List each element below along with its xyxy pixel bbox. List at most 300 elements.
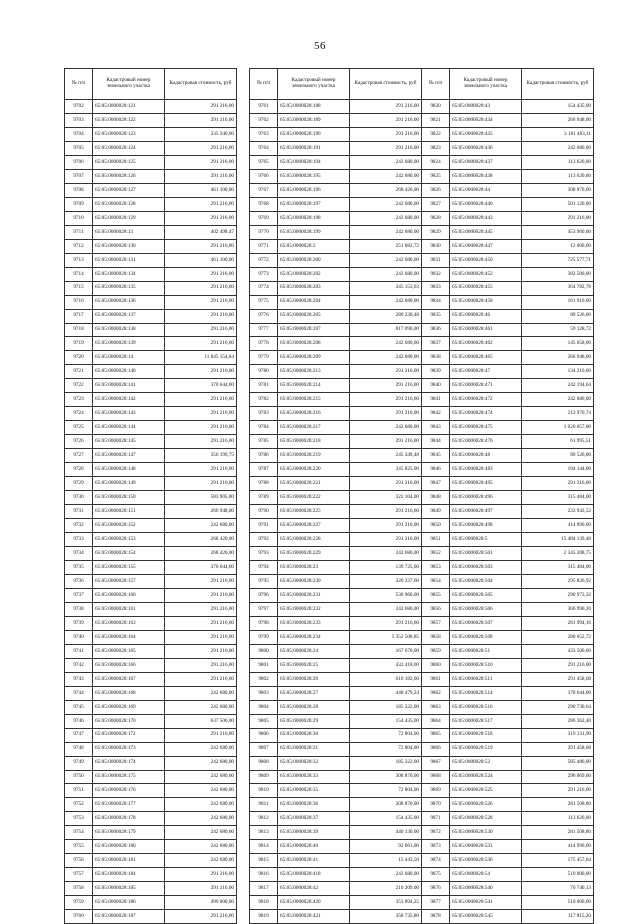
table-row — [422, 127, 594, 141]
row-number: 9773 — [250, 267, 278, 281]
table-row — [65, 533, 237, 547]
table-row — [65, 840, 237, 854]
cadastral-value: 242 680,00 — [350, 155, 422, 169]
cadastral-value: 291 216,00 — [165, 644, 237, 658]
row-number: 9726 — [65, 435, 93, 449]
cadastral-value: 291 216,00 — [165, 337, 237, 351]
cadastral-number: 65:05:0000028:440 — [450, 197, 522, 211]
cadastral-value: 242 680,00 — [165, 840, 237, 854]
row-number: 9798 — [250, 616, 278, 630]
table-row — [422, 714, 594, 728]
cadastral-value: 139 725,00 — [350, 560, 422, 574]
cadastral-value: 291 216,00 — [165, 407, 237, 421]
cadastral-number: 65:05:0000028:530 — [450, 826, 522, 840]
cadastral-value: 510 000,00 — [522, 868, 594, 882]
cadastral-value: 291 216,00 — [350, 379, 422, 393]
table-row — [422, 295, 594, 309]
cadastral-number: 65:05:0000028:511 — [450, 672, 522, 686]
table-block-1 — [64, 68, 237, 924]
row-number: 9818 — [250, 896, 278, 910]
cadastral-number: 65:05:0000028:506 — [450, 602, 522, 616]
table-header-row — [65, 69, 237, 100]
cadastral-number: 65:05:0000028:418 — [278, 868, 350, 882]
table-row — [422, 183, 594, 197]
row-number: 9861 — [422, 672, 450, 686]
cadastral-number: 65:05:0000028:214 — [278, 379, 350, 393]
row-number: 9730 — [65, 491, 93, 505]
cadastral-value: 15 484 139,48 — [522, 533, 594, 547]
table-row — [422, 728, 594, 742]
cadastral-value: 291 216,00 — [165, 197, 237, 211]
cadastral-number: 65:05:0000028:517 — [450, 714, 522, 728]
table-row — [250, 127, 422, 141]
table-row — [65, 421, 237, 435]
table-row — [250, 826, 422, 840]
table-row — [65, 770, 237, 784]
table-row — [422, 323, 594, 337]
table-row — [65, 686, 237, 700]
row-number: 9829 — [422, 225, 450, 239]
cadastral-value: 291 216,00 — [350, 519, 422, 533]
table-row — [65, 728, 237, 742]
cadastral-value: 154 435,00 — [350, 714, 422, 728]
cadastral-number: 65:05:0000028:525 — [450, 784, 522, 798]
table-row — [422, 100, 594, 114]
table-row — [422, 477, 594, 491]
cadastral-number: 65:05:0000028:170 — [93, 714, 165, 728]
row-number: 9743 — [65, 672, 93, 686]
table-row — [422, 770, 594, 784]
cadastral-value: 15 443,50 — [350, 854, 422, 868]
cadastral-value: 59 128,72 — [522, 323, 594, 337]
table-row — [65, 896, 237, 910]
row-number: 9722 — [65, 379, 93, 393]
table-row — [422, 407, 594, 421]
cadastral-number: 65:05:0000028:199 — [278, 225, 350, 239]
row-number: 9783 — [250, 407, 278, 421]
row-number: 9742 — [65, 658, 93, 672]
cadastral-value: 291 458,68 — [522, 742, 594, 756]
table-row — [422, 351, 594, 365]
row-number: 9805 — [250, 714, 278, 728]
cadastral-value: 291 216,00 — [165, 113, 237, 127]
row-number: 9855 — [422, 588, 450, 602]
table-row — [250, 533, 422, 547]
cadastral-value: 291 216,00 — [165, 435, 237, 449]
table-row — [65, 616, 237, 630]
table-row — [250, 393, 422, 407]
table-row — [422, 505, 594, 519]
table-row — [65, 239, 237, 253]
table-row — [422, 533, 594, 547]
row-number: 9724 — [65, 407, 93, 421]
cadastral-value: 291 216,00 — [165, 463, 237, 477]
table-row — [65, 351, 237, 365]
cadastral-number: 65:05:0000028:230 — [278, 574, 350, 588]
cadastral-value: 72 804,00 — [350, 742, 422, 756]
cadastral-value: 315 484,00 — [522, 491, 594, 505]
cadastral-value: 291 216,00 — [350, 505, 422, 519]
header-cadastral-number: Кадастровый номер земельного участка — [278, 69, 350, 100]
cadastral-value: 335 340,00 — [165, 127, 237, 141]
cadastral-number: 65:05:0000028:167 — [93, 672, 165, 686]
cadastral-value: 167 670,00 — [350, 644, 422, 658]
cadastral-value: 113 620,00 — [522, 169, 594, 183]
table-row — [65, 812, 237, 826]
cadastral-number: 65:05:0000028:204 — [278, 295, 350, 309]
cadastral-number: 65:05:0000028:474 — [450, 407, 522, 421]
cadastral-value: 154 435,00 — [350, 812, 422, 826]
cadastral-number: 65:05:0000028:128 — [93, 197, 165, 211]
row-number: 9739 — [65, 616, 93, 630]
cadastral-number: 65:05:0000028:25 — [278, 658, 350, 672]
table-row — [250, 477, 422, 491]
table-row — [250, 463, 422, 477]
row-number: 9801 — [250, 658, 278, 672]
row-number: 9811 — [250, 798, 278, 812]
cadastral-number: 65:05:0000028:519 — [450, 742, 522, 756]
table-row — [422, 560, 594, 574]
row-number: 9753 — [65, 812, 93, 826]
row-number: 9816 — [250, 868, 278, 882]
cadastral-value: 175 457,64 — [522, 854, 594, 868]
row-number: 9833 — [422, 281, 450, 295]
row-number: 9717 — [65, 309, 93, 323]
cadastral-value: 291 216,00 — [165, 868, 237, 882]
cadastral-value: 70 740,13 — [522, 882, 594, 896]
table-row — [422, 616, 594, 630]
row-number: 9733 — [65, 533, 93, 547]
cadastral-value: 281 994,16 — [522, 616, 594, 630]
cadastral-value: 145 658,00 — [522, 337, 594, 351]
cadastral-number: 65:05:0000028:447 — [450, 239, 522, 253]
cadastral-number: 65:05:0000028:176 — [93, 784, 165, 798]
cadastral-number: 65:05:0000028:195 — [278, 169, 350, 183]
cadastral-number: 65:05:0000028:54 — [450, 868, 522, 882]
row-number: 9823 — [422, 141, 450, 155]
cadastral-value: 308 870,00 — [350, 770, 422, 784]
cadastral-number: 65:05:0000028:184 — [93, 868, 165, 882]
cadastral-number: 65:05:0000028:514 — [450, 686, 522, 700]
cadastral-value: 291 216,00 — [522, 211, 594, 225]
cadastral-number: 65:05:0000028:29 — [278, 714, 350, 728]
cadastral-value: 242 680,00 — [350, 211, 422, 225]
cadastral-number: 65:05:0000028:26 — [278, 672, 350, 686]
cadastral-value: 72 804,00 — [350, 784, 422, 798]
table-row — [65, 127, 237, 141]
cadastral-number: 65:05:0000028:200 — [278, 253, 350, 267]
table-row — [65, 449, 237, 463]
row-number: 9764 — [250, 141, 278, 155]
table-row — [65, 630, 237, 644]
cadastral-value: 291 216,00 — [165, 910, 237, 924]
cadastral-number: 65:05:0000028:51 — [450, 644, 522, 658]
cadastral-value: 185 322,00 — [350, 700, 422, 714]
table-row — [250, 491, 422, 505]
cadastral-number: 65:05:0000028:508 — [450, 630, 522, 644]
cadastral-value: 242 680,00 — [350, 337, 422, 351]
row-number: 9769 — [250, 211, 278, 225]
cadastral-number: 65:05:0000028:186 — [93, 896, 165, 910]
row-number: 9751 — [65, 784, 93, 798]
cadastral-number: 65:05:0000028:437 — [450, 155, 522, 169]
cadastral-value: 194 144,00 — [522, 463, 594, 477]
table-block-3 — [421, 68, 594, 924]
cadastral-value: 291 216,00 — [350, 477, 422, 491]
row-number: 9874 — [422, 854, 450, 868]
cadastral-value: 242 680,00 — [350, 547, 422, 561]
row-number: 9784 — [250, 421, 278, 435]
table-row — [422, 463, 594, 477]
row-number: 9791 — [250, 519, 278, 533]
cadastral-value: 353 894,25 — [350, 896, 422, 910]
table-row — [250, 337, 422, 351]
cadastral-number: 65:05:0000028:168 — [93, 686, 165, 700]
table-row — [250, 798, 422, 812]
row-number: 9853 — [422, 560, 450, 574]
cadastral-value: 213 970,74 — [522, 407, 594, 421]
row-number: 9735 — [65, 560, 93, 574]
cadastral-value: 358 735,80 — [350, 910, 422, 924]
cadastral-value: 291 216,00 — [522, 658, 594, 672]
cadastral-number: 65:05:0000028:507 — [450, 616, 522, 630]
cadastral-number: 65:05:0000028:450 — [450, 253, 522, 267]
row-number: 9839 — [422, 365, 450, 379]
table-row — [65, 295, 237, 309]
row-number: 9787 — [250, 463, 278, 477]
cadastral-number: 65:05:0000028:452 — [450, 267, 522, 281]
table-row — [65, 644, 237, 658]
cadastral-number: 65:05:0000028:505 — [450, 588, 522, 602]
cadastral-number: 65:05:0000028:28 — [278, 700, 350, 714]
cadastral-number: 65:05:0000028:504 — [450, 574, 522, 588]
cadastral-number: 65:05:0000028:501 — [450, 547, 522, 561]
row-number: 9794 — [250, 560, 278, 574]
row-number: 9857 — [422, 616, 450, 630]
cadastral-value: 291 216,00 — [165, 672, 237, 686]
cadastral-number: 65:05:0000028:36 — [278, 798, 350, 812]
row-number: 9789 — [250, 491, 278, 505]
row-number: 9815 — [250, 854, 278, 868]
cadastral-number: 65:05:0000028:232 — [278, 602, 350, 616]
row-number: 9831 — [422, 253, 450, 267]
table-row — [65, 100, 237, 114]
header-cadastral-value: Кадастровая стоимость, руб — [350, 69, 422, 100]
row-number: 9848 — [422, 491, 450, 505]
table-row — [65, 281, 237, 295]
cadastral-number: 65:05:0000028:185 — [93, 882, 165, 896]
cadastral-value: 242 680,00 — [165, 742, 237, 756]
cadastral-value: 242 680,00 — [522, 141, 594, 155]
row-number: 9797 — [250, 602, 278, 616]
table-row — [422, 882, 594, 896]
table-row — [422, 365, 594, 379]
table-row — [422, 225, 594, 239]
row-number: 9705 — [65, 141, 93, 155]
row-number: 9806 — [250, 728, 278, 742]
cadastral-value: 725 577,71 — [522, 253, 594, 267]
cadastral-value: 291 216,00 — [350, 127, 422, 141]
table-row — [250, 225, 422, 239]
table-row — [250, 616, 422, 630]
table-row — [65, 407, 237, 421]
row-number: 9808 — [250, 756, 278, 770]
table-row — [422, 211, 594, 225]
cadastral-value: 585 480,00 — [522, 756, 594, 770]
cadastral-value: 11 845 154,04 — [165, 351, 237, 365]
cadastral-number: 65:05:0000028:166 — [93, 658, 165, 672]
cadastral-value: 440 130,00 — [350, 826, 422, 840]
cadastral-number: 65:05:0000028:124 — [93, 141, 165, 155]
cadastral-value: 281 508,80 — [522, 826, 594, 840]
table-row — [250, 910, 422, 924]
row-number: 9800 — [250, 644, 278, 658]
table-row — [65, 253, 237, 267]
table-row — [65, 519, 237, 533]
table-row — [422, 812, 594, 826]
cadastral-value: 616 182,00 — [350, 672, 422, 686]
table-row — [422, 602, 594, 616]
header-number: № п/п — [65, 69, 93, 100]
cadastral-number: 65:05:0000028:203 — [278, 281, 350, 295]
table-row — [250, 407, 422, 421]
table-row — [422, 281, 594, 295]
cadastral-number: 65:05:0000028:528 — [450, 812, 522, 826]
cadastral-number: 65:05:0000028:216 — [278, 407, 350, 421]
table-row — [65, 323, 237, 337]
row-number: 9796 — [250, 588, 278, 602]
table-row — [250, 812, 422, 826]
cadastral-value: 291 216,00 — [350, 435, 422, 449]
row-number: 9720 — [65, 351, 93, 365]
cadastral-value: 291 216,00 — [165, 323, 237, 337]
row-number: 9792 — [250, 533, 278, 547]
header-cadastral-number: Кадастровый номер земельного участка — [450, 69, 522, 100]
row-number: 9755 — [65, 840, 93, 854]
table-row — [250, 728, 422, 742]
cadastral-value: 134 210,00 — [522, 365, 594, 379]
cadastral-number: 65:05:0000028:421 — [278, 910, 350, 924]
cadastral-value: 268 420,00 — [165, 547, 237, 561]
table-row — [422, 840, 594, 854]
row-number: 9711 — [65, 225, 93, 239]
cadastral-number: 65:05:0000028:475 — [450, 421, 522, 435]
table-row — [422, 519, 594, 533]
cadastral-value: 291 216,00 — [350, 393, 422, 407]
row-number: 9843 — [422, 421, 450, 435]
row-number: 9832 — [422, 267, 450, 281]
table-row — [250, 113, 422, 127]
row-number: 9756 — [65, 854, 93, 868]
cadastral-number: 65:05:0000028:498 — [450, 519, 522, 533]
cadastral-value: 154 435,00 — [522, 100, 594, 114]
cadastral-number: 65:05:0000028:127 — [93, 183, 165, 197]
row-number: 9807 — [250, 742, 278, 756]
row-number: 9809 — [250, 770, 278, 784]
cadastral-number: 65:05:0000028:148 — [93, 463, 165, 477]
row-number: 9774 — [250, 281, 278, 295]
cadastral-number: 65:05:0000028:14 — [93, 351, 165, 365]
cadastral-number: 65:05:0000028:189 — [278, 113, 350, 127]
row-number: 9759 — [65, 896, 93, 910]
cadastral-number: 65:05:0000028:32 — [278, 756, 350, 770]
cadastral-number: 65:05:0000028:152 — [93, 519, 165, 533]
cadastral-value: 291 216,00 — [522, 477, 594, 491]
table-row — [250, 281, 422, 295]
row-number: 9786 — [250, 449, 278, 463]
header-cadastral-value: Кадастровая стоимость, руб — [522, 69, 594, 100]
table-row — [65, 658, 237, 672]
cadastral-value: 291 216,00 — [350, 533, 422, 547]
cadastral-number: 65:05:0000028:202 — [278, 267, 350, 281]
cadastral-value: 72 804,00 — [350, 728, 422, 742]
cadastral-number: 65:05:0000028:46 — [450, 309, 522, 323]
row-number: 9847 — [422, 477, 450, 491]
cadastral-value: 12 000,00 — [522, 239, 594, 253]
cadastral-value: 185 322,00 — [350, 756, 422, 770]
row-number: 9749 — [65, 756, 93, 770]
table-row — [250, 686, 422, 700]
cadastral-value: 291 216,00 — [350, 100, 422, 114]
cadastral-value: 291 216,00 — [350, 365, 422, 379]
table-row — [65, 826, 237, 840]
table-row — [422, 896, 594, 910]
table-row — [250, 854, 422, 868]
cadastral-number: 65:05:0000028:126 — [93, 169, 165, 183]
cadastral-number: 65:05:0000028:181 — [93, 854, 165, 868]
row-number: 9846 — [422, 463, 450, 477]
row-number: 9876 — [422, 882, 450, 896]
cadastral-value: 291 216,00 — [165, 169, 237, 183]
row-number: 9812 — [250, 812, 278, 826]
table-row — [250, 379, 422, 393]
cadastral-value: 291 216,00 — [165, 100, 237, 114]
cadastral-table — [421, 68, 594, 924]
table-body — [422, 100, 594, 924]
cadastral-number: 65:05:0000028:434 — [450, 113, 522, 127]
cadastral-value: 5 352 508,85 — [350, 630, 422, 644]
table-row — [422, 491, 594, 505]
table-row — [65, 547, 237, 561]
cadastral-number: 65:05:0000028:143 — [93, 407, 165, 421]
cadastral-value: 242 680,00 — [350, 351, 422, 365]
table-row — [250, 574, 422, 588]
table-row — [250, 141, 422, 155]
cadastral-number: 65:05:0000028:541 — [450, 896, 522, 910]
row-number: 9865 — [422, 728, 450, 742]
table-row — [65, 211, 237, 225]
row-number: 9819 — [250, 910, 278, 924]
cadastral-number: 65:05:0000028:524 — [450, 770, 522, 784]
table-row — [422, 155, 594, 169]
cadastral-value: 345 825,00 — [350, 463, 422, 477]
cadastral-number: 65:05:0000028:141 — [93, 379, 165, 393]
cadastral-number: 65:05:0000028:510 — [450, 658, 522, 672]
cadastral-number: 65:05:0000028:24 — [278, 644, 350, 658]
cadastral-value: 315 484,00 — [522, 560, 594, 574]
cadastral-value: 291 216,00 — [165, 267, 237, 281]
row-number: 9813 — [250, 826, 278, 840]
row-number: 9775 — [250, 295, 278, 309]
cadastral-value: 291 216,00 — [350, 141, 422, 155]
cadastral-value: 268 420,00 — [165, 533, 237, 547]
table-row — [250, 742, 422, 756]
table-row — [422, 742, 594, 756]
row-number: 9779 — [250, 351, 278, 365]
row-number: 9826 — [422, 183, 450, 197]
table-header-row — [422, 69, 594, 100]
row-number: 9758 — [65, 882, 93, 896]
